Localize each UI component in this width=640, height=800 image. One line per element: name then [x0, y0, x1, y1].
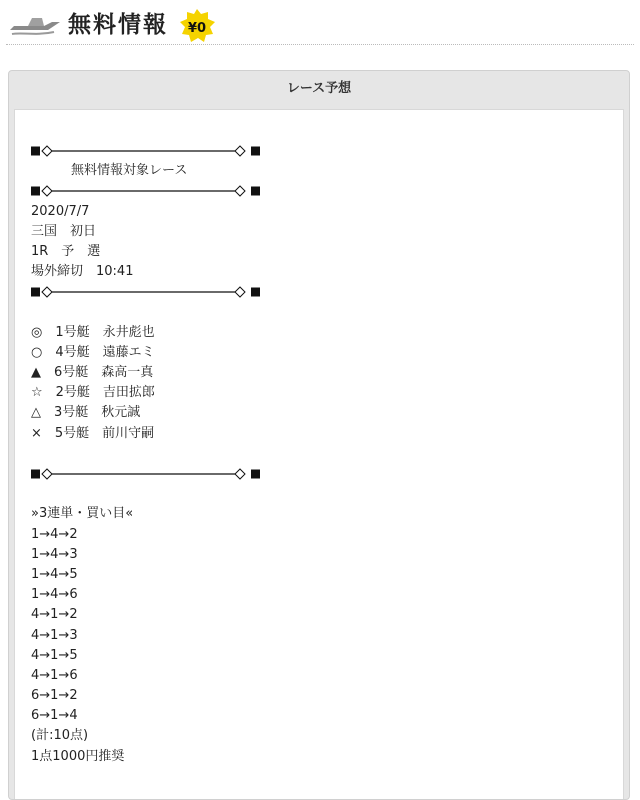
- bet-combo: 6→1→2: [31, 688, 78, 704]
- target-race-label: 無料情報対象レース: [71, 163, 188, 179]
- header-title: 無料情報: [68, 12, 168, 38]
- divider: [31, 181, 311, 201]
- race-venue-day: 三国 初日: [31, 223, 97, 239]
- divider: [31, 141, 311, 161]
- bets-stake: 1点1000円推奨: [31, 748, 125, 764]
- race-deadline: 場外締切 10:41: [31, 264, 134, 280]
- divider-ornament-icon: [31, 468, 261, 480]
- spacer: [31, 444, 311, 464]
- bet-combo: 4→1→5: [31, 647, 78, 663]
- bet-combo: 1→4→2: [31, 526, 78, 542]
- panel-title: レース予想: [286, 81, 352, 96]
- pick-item: ▲ 6号艇 森高一真: [31, 365, 154, 381]
- pick-item: ☆ 2号艇 吉田拡郎: [31, 385, 155, 401]
- divider-ornament-icon: [31, 286, 261, 298]
- page-header: [6, 0, 634, 45]
- spacer: [31, 484, 311, 504]
- bet-combo: 4→1→2: [31, 607, 78, 623]
- bet-combo: 4→1→6: [31, 667, 78, 683]
- pick-item: △ 3号艇 秋元誠: [31, 405, 141, 421]
- boat-icon: [8, 10, 64, 38]
- pick-item: ◎ 1号艇 永井彪也: [31, 324, 155, 340]
- race-name: 1R 予 選: [31, 243, 101, 259]
- pick-item: × 5号艇 前川守嗣: [31, 425, 155, 441]
- bet-combo: 1→4→5: [31, 566, 78, 582]
- divider: [31, 464, 311, 484]
- bet-combo: 1→4→3: [31, 546, 78, 562]
- divider: [31, 282, 311, 302]
- bets-heading: »3連単・買い目«: [31, 506, 134, 522]
- bet-combo: 4→1→3: [31, 627, 78, 643]
- bet-combo: 1→4→6: [31, 587, 78, 603]
- bets-total: (計:10点): [31, 728, 89, 744]
- divider-ornament-icon: [31, 145, 261, 157]
- yen-zero-badge-icon: [178, 8, 216, 44]
- badge-text: ¥0: [187, 21, 207, 36]
- bet-combo: 6→1→4: [31, 708, 78, 724]
- prediction-content: [31, 141, 311, 767]
- pick-item: ○ 4号艇 遠藤エミ: [31, 344, 155, 360]
- spacer: [31, 303, 311, 323]
- race-date: 2020/7/7: [31, 203, 90, 219]
- divider-ornament-icon: [31, 185, 261, 197]
